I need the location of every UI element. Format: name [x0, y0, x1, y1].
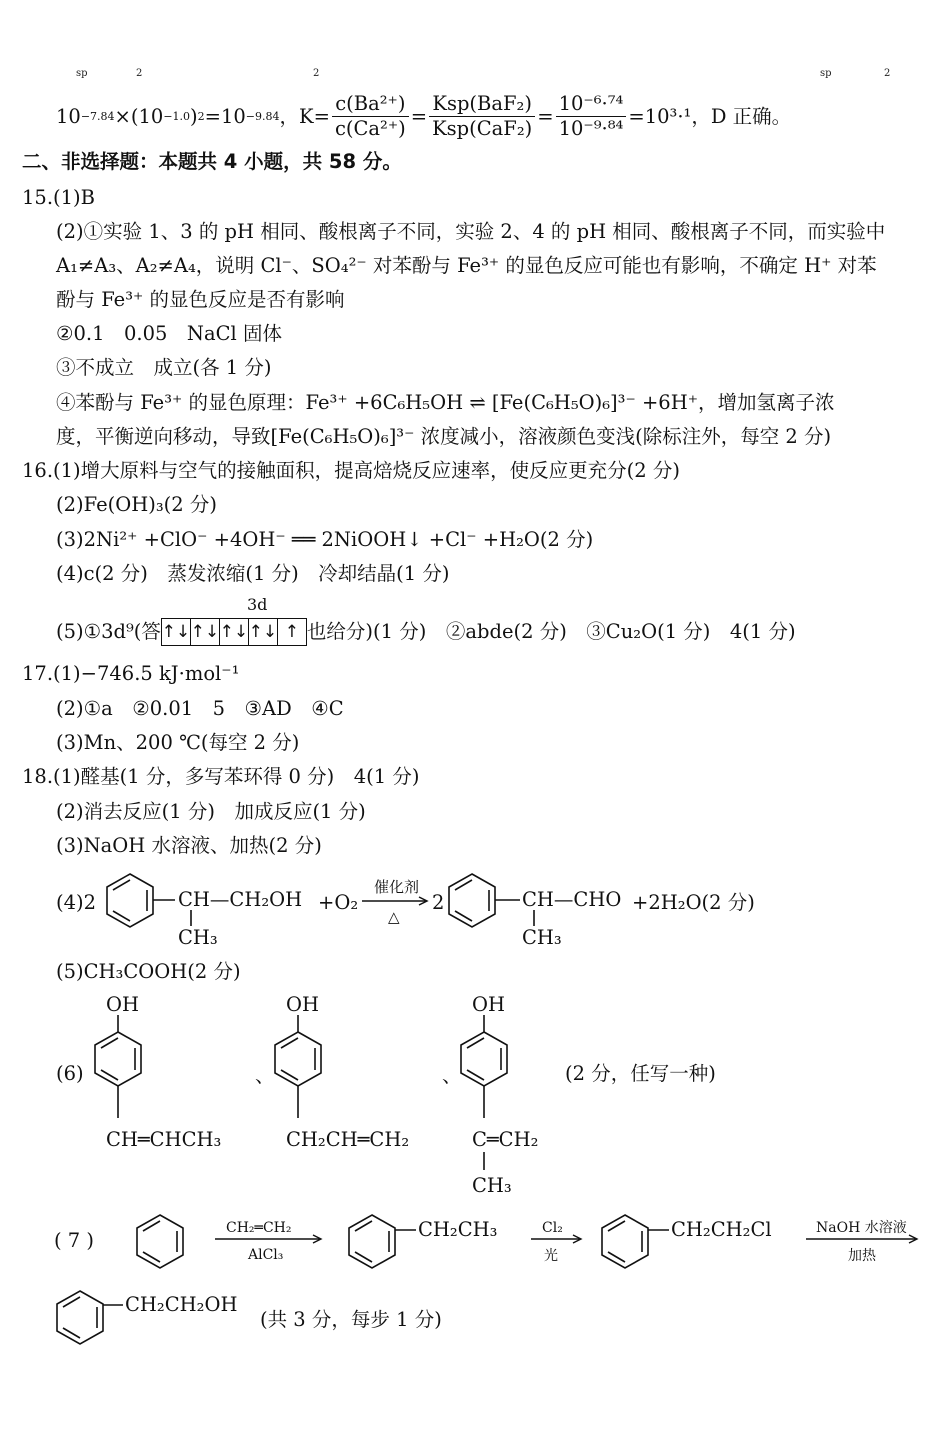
q18-line: (2)消去反应(1 分) 加成反应(1 分) [56, 800, 366, 823]
eq4-catalyst: 催化剂 [374, 878, 420, 896]
section-title: 二、非选择题：本题共 4 小题，共 58 分。 [22, 150, 402, 173]
benzene-ring-icon [275, 1015, 321, 1118]
denominator: c(Ca²⁺) [334, 117, 406, 141]
orbital-box: ↑↓ [248, 619, 277, 645]
product-label: CH₂CH₂OH [125, 1293, 238, 1316]
benzene-ring-icon [349, 1215, 416, 1268]
substituent-label: C═CH₂ [472, 1128, 539, 1151]
benzene-ring-icon [95, 1015, 141, 1118]
condition-label: 光 [544, 1248, 558, 1264]
q7-label: ( 7 ) [54, 1229, 95, 1252]
q18-line: (5)CH₃COOH(2 分) [56, 960, 241, 983]
product-label: CH₂CH₂Cl [671, 1218, 772, 1241]
cut-subscript: 2 [884, 68, 891, 79]
benzene-ring-icon [137, 1215, 183, 1268]
eq-part: ×(10 [114, 105, 164, 129]
eq4-methyl: CH₃ [178, 926, 218, 949]
hydroxyl-label: OH [286, 993, 319, 1016]
eq4-oxygen: +O₂ [318, 891, 359, 914]
eq-part: ，K= [279, 105, 330, 129]
q6-note: (2 分，任写一种) [565, 1062, 716, 1085]
eq-part: =10³·¹，D 正确。 [628, 105, 792, 129]
reagent-label: Cl₂ [542, 1220, 563, 1236]
hydroxyl-label: OH [472, 993, 505, 1016]
eq4-suffix: +2H₂O(2 分) [632, 891, 755, 914]
eq4-prefix: (4)2 [56, 891, 97, 914]
benzene-ring-icon [602, 1215, 669, 1268]
separator: 、 [255, 1064, 275, 1087]
substituent-label: CH═CHCH₃ [106, 1128, 222, 1151]
eq-part: = [537, 105, 554, 129]
eq-part: = [410, 105, 428, 129]
denominator: 10⁻⁹·⁸⁴ [558, 117, 624, 141]
denominator: Ksp(CaF₂) [432, 117, 533, 141]
eq4-chain: CH—CHO [522, 888, 622, 911]
q16-orbital-line [56, 618, 796, 646]
reagent-label: CH₂═CH₂ [226, 1220, 292, 1236]
orbital-box: ↑↓ [190, 619, 219, 645]
q7-note: (共 3 分，每步 1 分) [260, 1308, 442, 1331]
hydroxyl-label: OH [106, 993, 139, 1016]
q15-line: ④苯酚与 Fe³⁺ 的显色原理：Fe³⁺ +6C₆H₅OH ⇌ [Fe(C₆H₅O)₆]³⁻ +6H⁺，增加氢离子浓 [56, 391, 835, 414]
fraction-ion-ratio [332, 94, 409, 140]
orbital-box: ↑ [277, 619, 306, 645]
q16-line: (3)2Ni²⁺ +ClO⁻ +4OH⁻ ══ 2NiOOH↓ +Cl⁻ +H₂O(2 分) [56, 528, 594, 551]
eq4-coefficient: 2 [432, 891, 445, 914]
condition-label: 加热 [848, 1248, 876, 1264]
eq4-chain: CH—CH₂OH [178, 888, 303, 911]
synthesis-route-7 [50, 1205, 930, 1365]
q15-line: (2)①实验 1、3 的 pH 相同、酸根离子不同，实验 2、4 的 pH 相同、酸根离子不同，而实验中 [56, 220, 886, 243]
q15-line: ③不成立 成立(各 1 分) [56, 356, 272, 379]
eq4-heat: △ [388, 908, 400, 926]
condition-label: AlCl₃ [248, 1247, 284, 1263]
isomer-structures-6 [50, 990, 770, 1205]
substituent-label: CH₂CH═CH₂ [286, 1128, 410, 1151]
product-label: CH₂CH₃ [418, 1218, 498, 1241]
q15-line: A₁≠A₃、A₂≠A₄，说明 Cl⁻、SO₄²⁻ 对苯酚与 Fe³⁺ 的显色反应可能也有影响，不确定 H⁺ 对苯 [56, 254, 877, 277]
q15-line: ②0.1 0.05 NaCl 固体 [56, 322, 282, 345]
cut-subscript: 2 [313, 68, 320, 79]
eq-part: ) [190, 105, 198, 129]
q15-line: 15.(1)B [22, 186, 95, 209]
reaction-scheme-4 [50, 852, 850, 952]
q15-line: 酚与 Fe³⁺ 的显色反应是否有影响 [56, 288, 345, 311]
q17-line: 17.(1)−746.5 kJ·mol⁻¹ [22, 662, 240, 685]
reagent-label: NaOH 水溶液 [816, 1220, 907, 1236]
q16-line: (5)①3d⁹(答 [56, 620, 161, 644]
cut-subscript: sp [820, 68, 832, 79]
q16-line: 16.(1)增大原料与空气的接触面积，提高焙烧反应速率，使反应更充分(2 分) [22, 459, 680, 482]
eq4-methyl: CH₃ [522, 926, 562, 949]
numerator: c(Ba²⁺) [332, 94, 409, 117]
q17-line: (3)Mn、200 ℃(每空 2 分) [56, 731, 300, 754]
cut-subscript: 2 [136, 68, 143, 79]
orbital-label: 3d [247, 595, 268, 614]
cut-subscript: sp [76, 68, 88, 79]
numerator: Ksp(BaF₂) [429, 94, 535, 117]
fraction-power-ratio [556, 94, 627, 140]
eq-part: =10 [204, 105, 246, 129]
substituent-label: CH₃ [472, 1174, 512, 1197]
q6-label: (6) [56, 1062, 84, 1085]
fraction-ksp-ratio [429, 94, 535, 140]
numerator: 10⁻⁶·⁷⁴ [556, 94, 627, 117]
ksp-equation: 10 −7.84 ×(10 −1.0 ) 2 =10 −9.84 ，K= $\frac{\text{c(Ba²⁺)}}{\text{c(Ca²⁺)}}$ = $\frac{\text{Ksp(BaF₂)}}{\text{Ksp(CaF₂)}}$ = $\frac{\text{10⁻⁶·⁷⁴}}{\text{10⁻⁹·⁸⁴}}$ =10³·¹，D 正确。 [56, 92, 792, 141]
orbital-diagram [161, 618, 307, 646]
separator: 、 [442, 1064, 462, 1087]
q18-line: (3)NaOH 水溶液、加热(2 分) [56, 834, 322, 857]
q18-line: 18.(1)醛基(1 分，多写苯环得 0 分) 4(1 分) [22, 765, 420, 788]
q16-line: (2)Fe(OH)₃(2 分) [56, 493, 217, 516]
q15-line: 度，平衡逆向移动，导致[Fe(C₆H₅O)₆]³⁻ 浓度减小，溶液颜色变浅(除标注外，每空 2 分) [56, 425, 832, 448]
q16-line: 也给分)(1 分) ②abde(2 分) ③Cu₂O(1 分) 4(1 分) [306, 620, 796, 644]
orbital-box: ↑↓ [161, 621, 191, 642]
q16-line: (4)c(2 分) 蒸发浓缩(1 分) 冷却结晶(1 分) [56, 562, 450, 585]
benzene-ring-icon [57, 1291, 123, 1344]
eq-part: 10 [56, 105, 81, 129]
q17-line: (2)①a ②0.01 5 ③AD ④C [56, 697, 344, 720]
orbital-box: ↑↓ [219, 619, 248, 645]
